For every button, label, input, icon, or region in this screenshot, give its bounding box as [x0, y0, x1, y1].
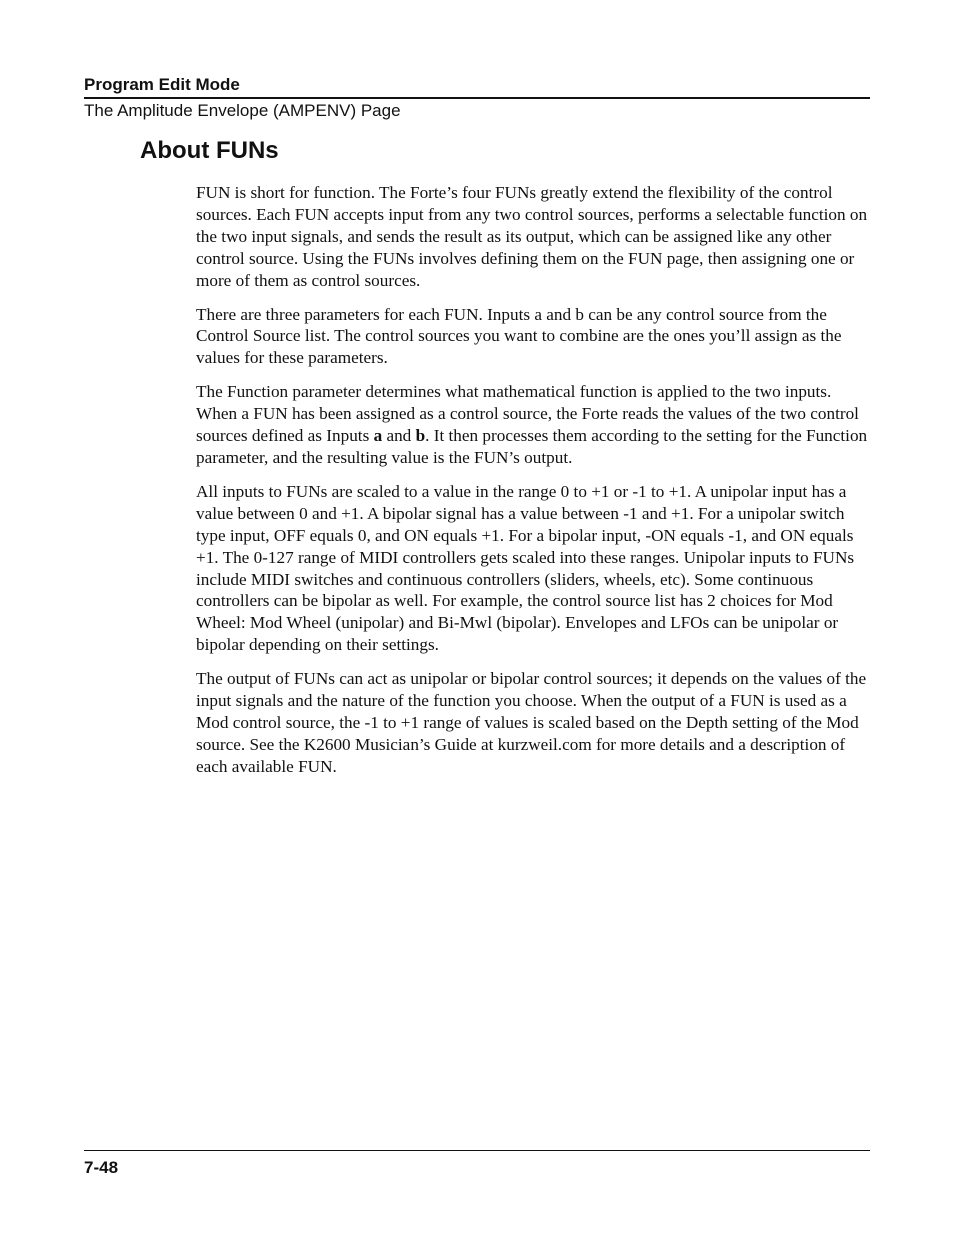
running-header-section: The Amplitude Envelope (AMPENV) Page [84, 101, 401, 120]
running-header-chapter: Program Edit Mode [84, 75, 240, 94]
header-divider [84, 97, 870, 99]
paragraph-4: All inputs to FUNs are scaled to a value in the range 0 to +1 or -1 to +1. A unipolar input has a value between 0 and +1. A bipolar signal has a value between -1 and +1. For a unipolar switch type input, OFF equals 0, and ON equals +1. For a bipolar input, -ON equals -1, and ON equals +1. The 0-127 range of MIDI controllers gets scaled into these ranges. Unipolar inputs to FUNs include MIDI switches and continuous controllers (sliders, wheels, etc). Some continuous controllers can be bipolar as well. For example, the control source list has 2 choices for Mod Wheel: Mod Wheel (unipolar) and Bi-Mwl (bipolar). Envelopes and LFOs can be unipolar or bipolar depending on their settings. [196, 481, 855, 655]
paragraph-3-text-start: The Function parameter determines what mathematical function is applied to the two inputs. When a FUN has been assigned as a control source, the Forte reads the values of the two control sources defined as Inputs [196, 382, 859, 446]
paragraph-3 [196, 381, 872, 469]
section-title: About FUNs [140, 137, 279, 164]
input-b-term: b [415, 426, 426, 446]
paragraph-3-text-and: and [382, 426, 416, 446]
paragraph-5: The output of FUNs can act as unipolar or bipolar control sources; it depends on the values of the input signals and the nature of the function you choose. When the output of a FUN is used as a Mod control source, the -1 to +1 range of values is scaled based on the Depth setting of the Mod source. See the K2600 Musician’s Guide at kurzweil.com for more details and a description of each available FUN. [196, 669, 867, 776]
body-text [196, 182, 872, 790]
paragraph-2: There are three parameters for each FUN. Inputs a and b can be any control source from the Control Source list. The control sources you want to combine are the ones you’ll assign as the values for these parameters. [196, 304, 842, 368]
footer-divider [84, 1150, 870, 1151]
page-number: 7-48 [84, 1158, 119, 1177]
input-a-term: a [373, 426, 383, 446]
paragraph-3-text-end: . It then processes them according to the setting for the Function parameter, and the resulting value is the FUN’s output. [196, 426, 868, 467]
paragraph-1: FUN is short for function. The Forte’s four FUNs greatly extend the flexibility of the control sources. Each FUN accepts input from any two control sources, performs a selectable function on the two input signals, and sends the result as its output, which can be assigned like any other control source. Using the FUNs involves defining them on the FUN page, then assigning one or more of them as control sources. [196, 183, 868, 290]
